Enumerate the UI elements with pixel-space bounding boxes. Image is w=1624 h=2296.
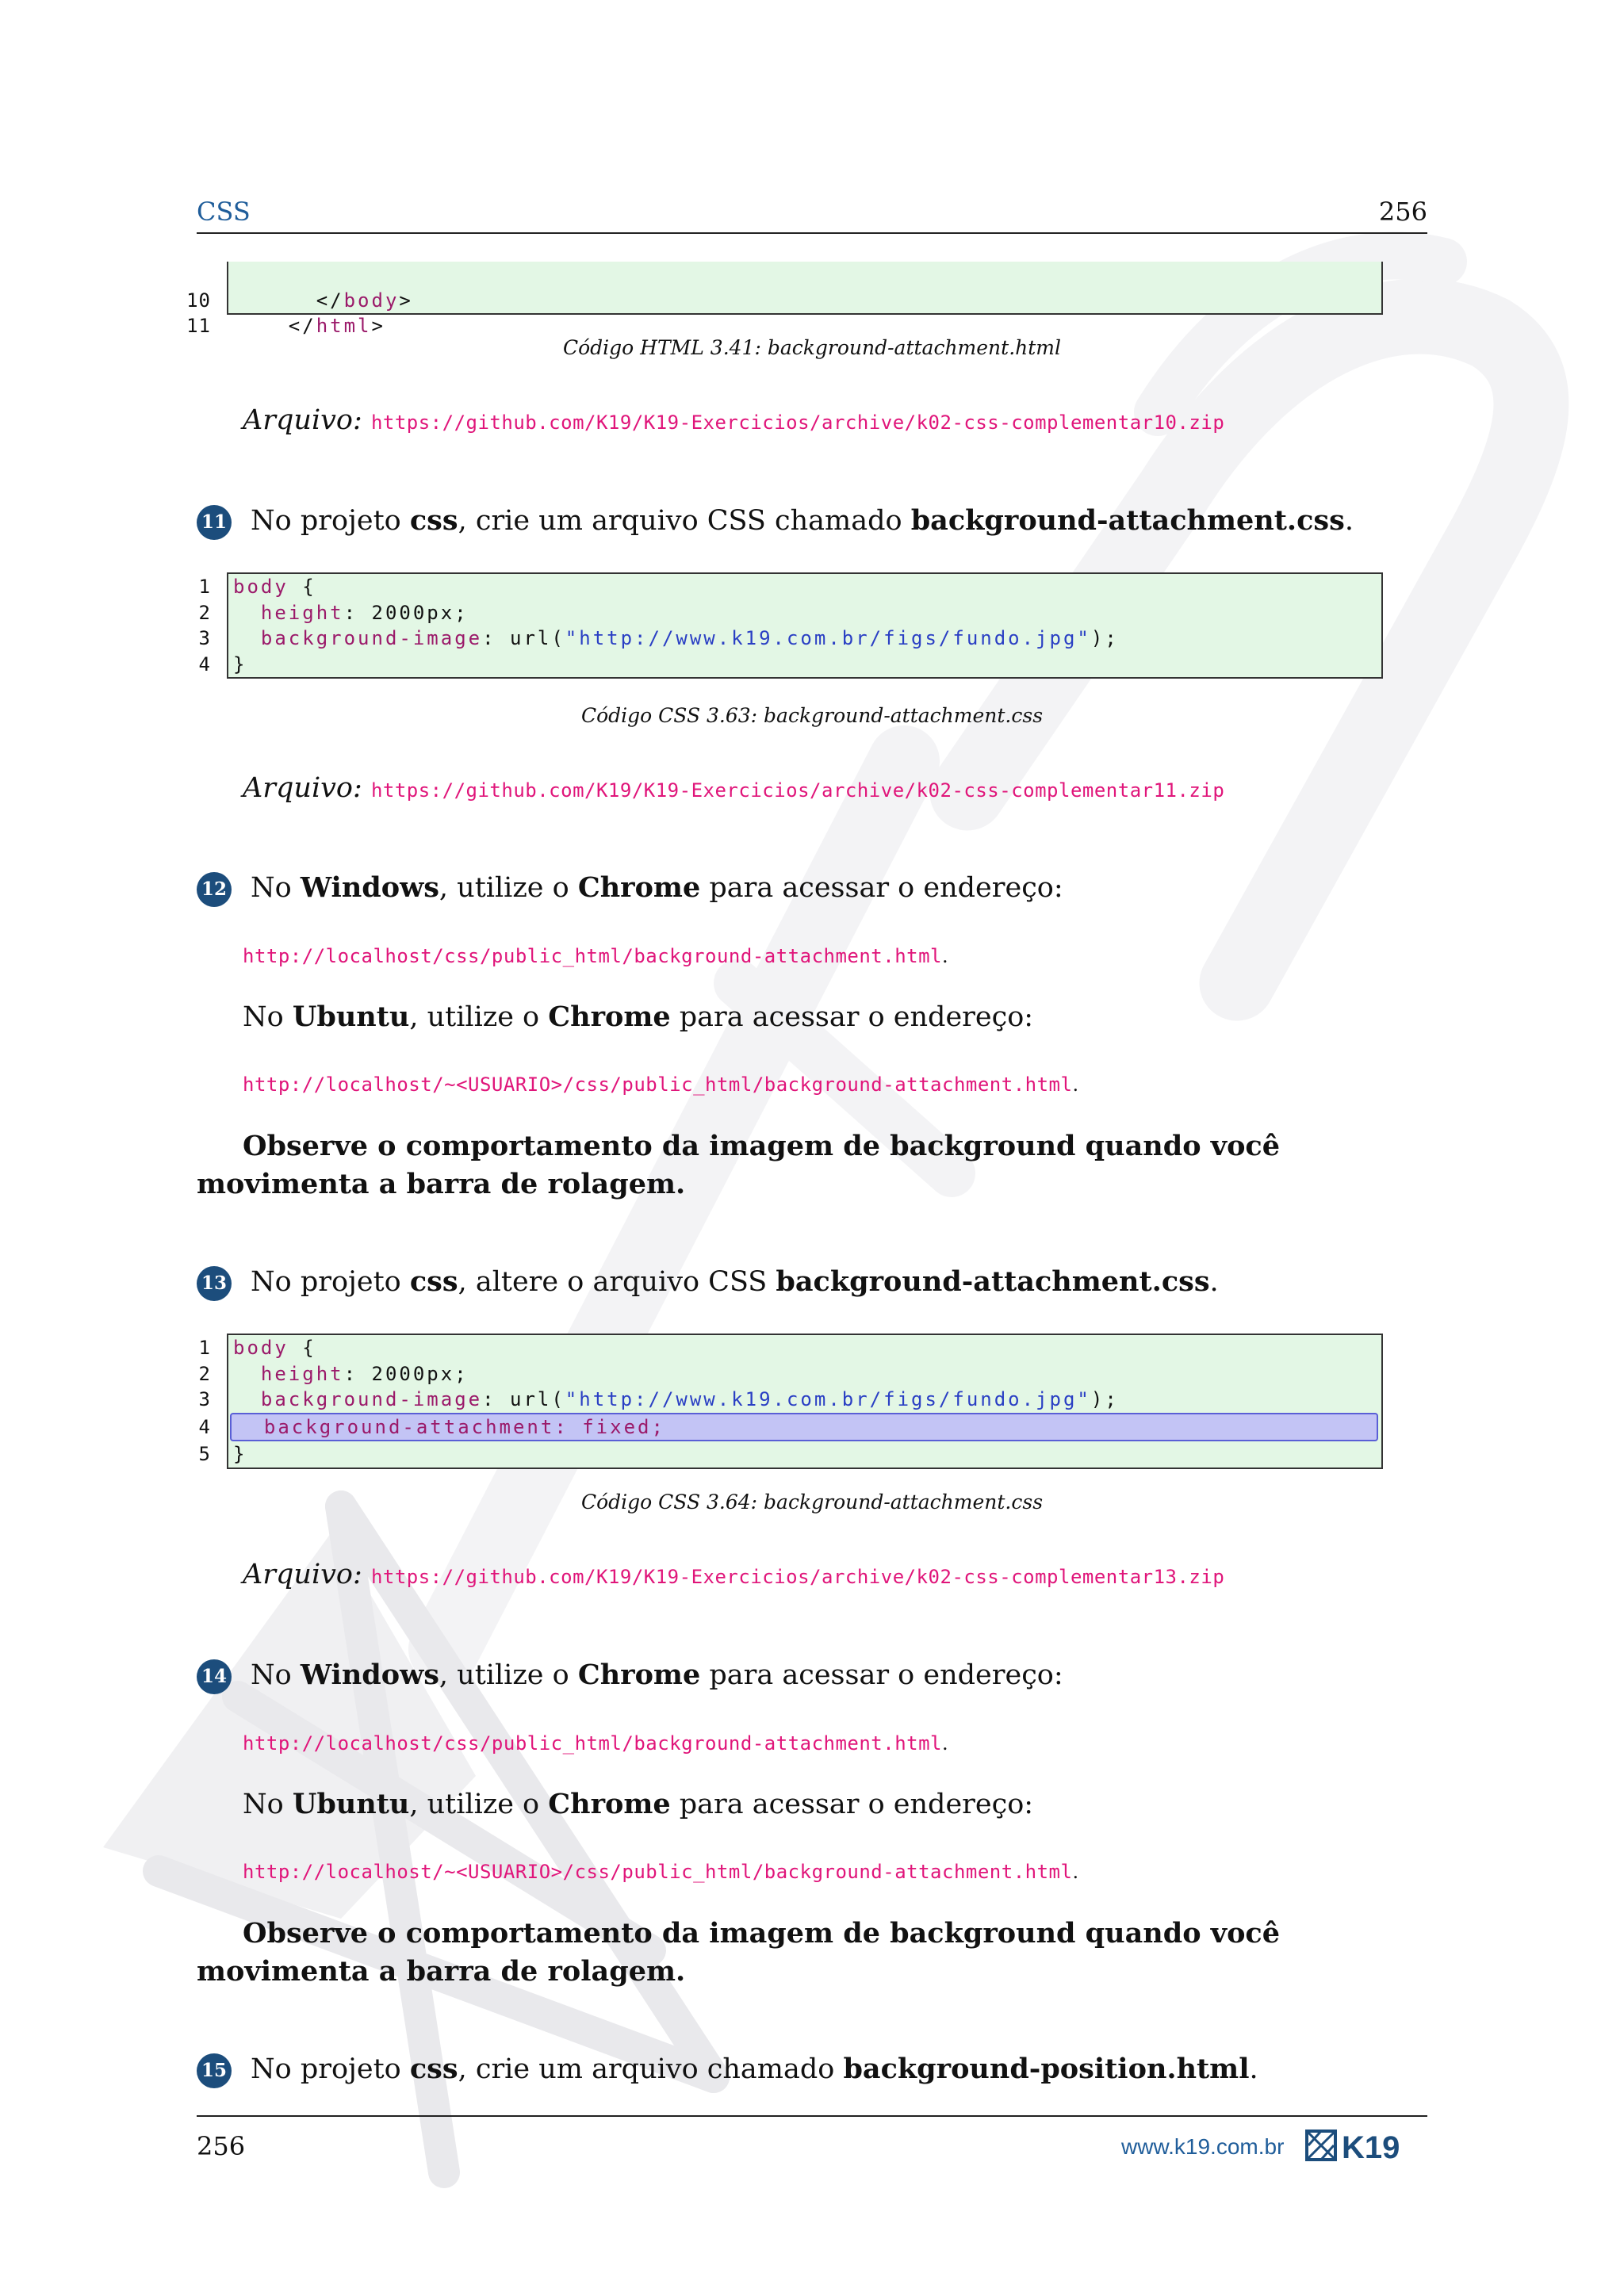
code-line: [198, 1335, 1381, 1361]
arquivo-label: Arquivo:: [243, 1559, 362, 1590]
text: para acessar o endereço:: [700, 1659, 1063, 1691]
step-14: [197, 1659, 1063, 1694]
step-12: [197, 871, 1063, 907]
code-line: [198, 1387, 1381, 1413]
text: , crie um arquivo chamado: [458, 2053, 844, 2085]
line-number: 4: [198, 1415, 211, 1438]
code-block-css-1: [198, 572, 1383, 679]
code-caption: Código HTML 3.41: background-attachment.html: [562, 336, 1061, 359]
url-line: http://localhost/~<USUARIO>/css/public_html/background-attachment.html.: [243, 1073, 1079, 1096]
code-line: [198, 1361, 1381, 1387]
code-line: [198, 574, 1381, 600]
code-property: background-image: [260, 627, 483, 649]
logo-text: K19: [1342, 2130, 1400, 2163]
text: No projeto: [251, 2053, 410, 2085]
step-number-badge: 13: [197, 1266, 232, 1301]
arquivo-link[interactable]: https://github.com/K19/K19-Exercicios/archive/k02-css-complementar10.zip: [370, 411, 1225, 434]
arquivo-line: [243, 1559, 1224, 1590]
arquivo-link[interactable]: https://github.com/K19/K19-Exercicios/archive/k02-css-complementar13.zip: [370, 1566, 1225, 1588]
line-number: 4: [198, 652, 211, 675]
url-link[interactable]: http://localhost/~<USUARIO>/css/public_html/background-attachment.html: [243, 1073, 1073, 1096]
bold-text: Windows: [300, 1659, 439, 1691]
code-property: height: [260, 601, 344, 624]
text: , crie um arquivo CSS chamado: [458, 505, 911, 537]
text: , utilize o: [409, 1789, 549, 1820]
text: , utilize o: [439, 872, 578, 904]
line-number: 1: [198, 1337, 211, 1359]
k19-logo-icon: [1305, 2128, 1427, 2163]
code-selector: body: [233, 576, 289, 598]
text: para acessar o endereço:: [700, 872, 1063, 904]
bold-text: Windows: [300, 871, 439, 904]
bold-text: Ubuntu: [292, 1788, 410, 1820]
text: para acessar o endereço:: [670, 1001, 1034, 1033]
bold-text: Chrome: [577, 871, 701, 904]
text: No: [251, 1659, 301, 1691]
code-text: </html>: [288, 315, 385, 337]
text: .: [1209, 1266, 1219, 1298]
step-15: [197, 2053, 1258, 2088]
running-header-page: 256: [1378, 197, 1427, 227]
text: No: [243, 1789, 293, 1820]
bold-text: Chrome: [577, 1659, 701, 1691]
code-string: "http://www.k19.com.br/figs/fundo.jpg": [565, 1388, 1091, 1410]
code-block-html: [186, 262, 1383, 337]
step-number-badge: 15: [197, 2053, 232, 2088]
footer-url[interactable]: www.k19.com.br: [1121, 2134, 1285, 2159]
bold-text: css: [409, 504, 458, 537]
line-number: 11: [186, 315, 211, 337]
arquivo-line: [243, 404, 1224, 436]
code-caption: Código CSS 3.64: background-attachment.css: [580, 1490, 1044, 1513]
arquivo-line: [243, 772, 1224, 804]
text: , utilize o: [439, 1659, 578, 1691]
bold-text: css: [409, 1265, 458, 1298]
observe-note: Observe o comportamento da imagem de background quando você movimenta a barra de rolagem.: [197, 1917, 1280, 1988]
code-text: {: [288, 576, 316, 598]
step-11: [197, 504, 1354, 540]
bold-text: Chrome: [548, 1001, 671, 1033]
line-number: 3: [198, 1388, 211, 1410]
url-link[interactable]: http://localhost/css/public_html/background-attachment.html: [243, 1732, 943, 1755]
line-number: 2: [198, 601, 211, 624]
code-property: height: [260, 1362, 344, 1385]
code-line: [198, 1441, 1381, 1468]
footer-rule: [197, 2115, 1427, 2117]
code-line: [198, 652, 1381, 678]
bold-text: background-attachment.css: [910, 504, 1345, 537]
code-caption: Código CSS 3.63: background-attachment.css: [580, 704, 1044, 727]
url-link[interactable]: http://localhost/~<USUARIO>/css/public_html/background-attachment.html: [243, 1861, 1073, 1883]
text: No: [243, 1001, 293, 1033]
code-line: [198, 600, 1381, 626]
code-property: background-image: [260, 1388, 483, 1410]
line-number: 3: [198, 627, 211, 649]
step-13: [197, 1265, 1219, 1301]
code-text: }: [233, 1443, 247, 1465]
code-text: : url(: [482, 1388, 565, 1410]
text: , utilize o: [409, 1001, 549, 1033]
arquivo-label: Arquivo:: [243, 772, 362, 804]
ubuntu-instruction: [243, 1001, 1033, 1033]
ubuntu-instruction: [243, 1788, 1033, 1820]
text: .: [1249, 2053, 1258, 2085]
step-number-badge: 14: [197, 1659, 232, 1694]
observe-note: Observe o comportamento da imagem de background quando você movimenta a barra de rolagem.: [197, 1130, 1280, 1200]
line-number: 2: [198, 1362, 211, 1385]
step-number-badge: 11: [197, 505, 232, 540]
code-string: "http://www.k19.com.br/figs/fundo.jpg": [565, 627, 1091, 649]
line-number: 1: [198, 576, 211, 598]
code-text: background-attachment: fixed;: [236, 1415, 665, 1438]
code-text: : 2000px;: [343, 601, 469, 624]
bold-text: background-position.html: [843, 2053, 1250, 2085]
code-block-css-2: [198, 1334, 1383, 1469]
code-text: );: [1090, 627, 1119, 649]
step-number-badge: 12: [197, 872, 232, 907]
bold-text: Ubuntu: [292, 1001, 410, 1033]
code-text: {: [288, 1337, 316, 1359]
text: No projeto: [251, 505, 410, 537]
bold-text: css: [409, 2053, 458, 2085]
running-header-title: CSS: [197, 197, 251, 227]
url-line: http://localhost/css/public_html/background-attachment.html.: [243, 1732, 949, 1755]
bold-text: Chrome: [548, 1788, 671, 1820]
code-line: [198, 626, 1381, 652]
arquivo-label: Arquivo:: [243, 404, 362, 436]
code-text: : url(: [482, 627, 565, 649]
text: No projeto: [251, 1266, 410, 1298]
text: , altere o arquivo CSS: [458, 1266, 776, 1298]
text: para acessar o endereço:: [670, 1789, 1034, 1820]
code-text: : 2000px;: [343, 1362, 469, 1385]
code-text: );: [1090, 1388, 1119, 1410]
text: No: [251, 872, 301, 904]
header-rule: [197, 232, 1427, 234]
footer-page-number: 256: [197, 2131, 246, 2161]
code-line-highlighted: [198, 1413, 1378, 1442]
line-number: 10: [186, 289, 211, 312]
bold-text: background-attachment.css: [776, 1265, 1210, 1298]
url-line: http://localhost/~<USUARIO>/css/public_html/background-attachment.html.: [243, 1861, 1079, 1883]
text: .: [1344, 505, 1354, 537]
url-line: http://localhost/css/public_html/background-attachment.html.: [243, 945, 949, 967]
arquivo-link[interactable]: https://github.com/K19/K19-Exercicios/archive/k02-css-complementar11.zip: [370, 779, 1225, 802]
code-text: </body>: [288, 289, 413, 312]
code-line: [186, 262, 1381, 312]
line-number: 5: [198, 1443, 211, 1465]
code-text: }: [233, 652, 247, 675]
k19-logo: [1305, 2128, 1427, 2166]
url-link[interactable]: http://localhost/css/public_html/background-attachment.html: [243, 945, 943, 967]
code-selector: body: [233, 1337, 289, 1359]
